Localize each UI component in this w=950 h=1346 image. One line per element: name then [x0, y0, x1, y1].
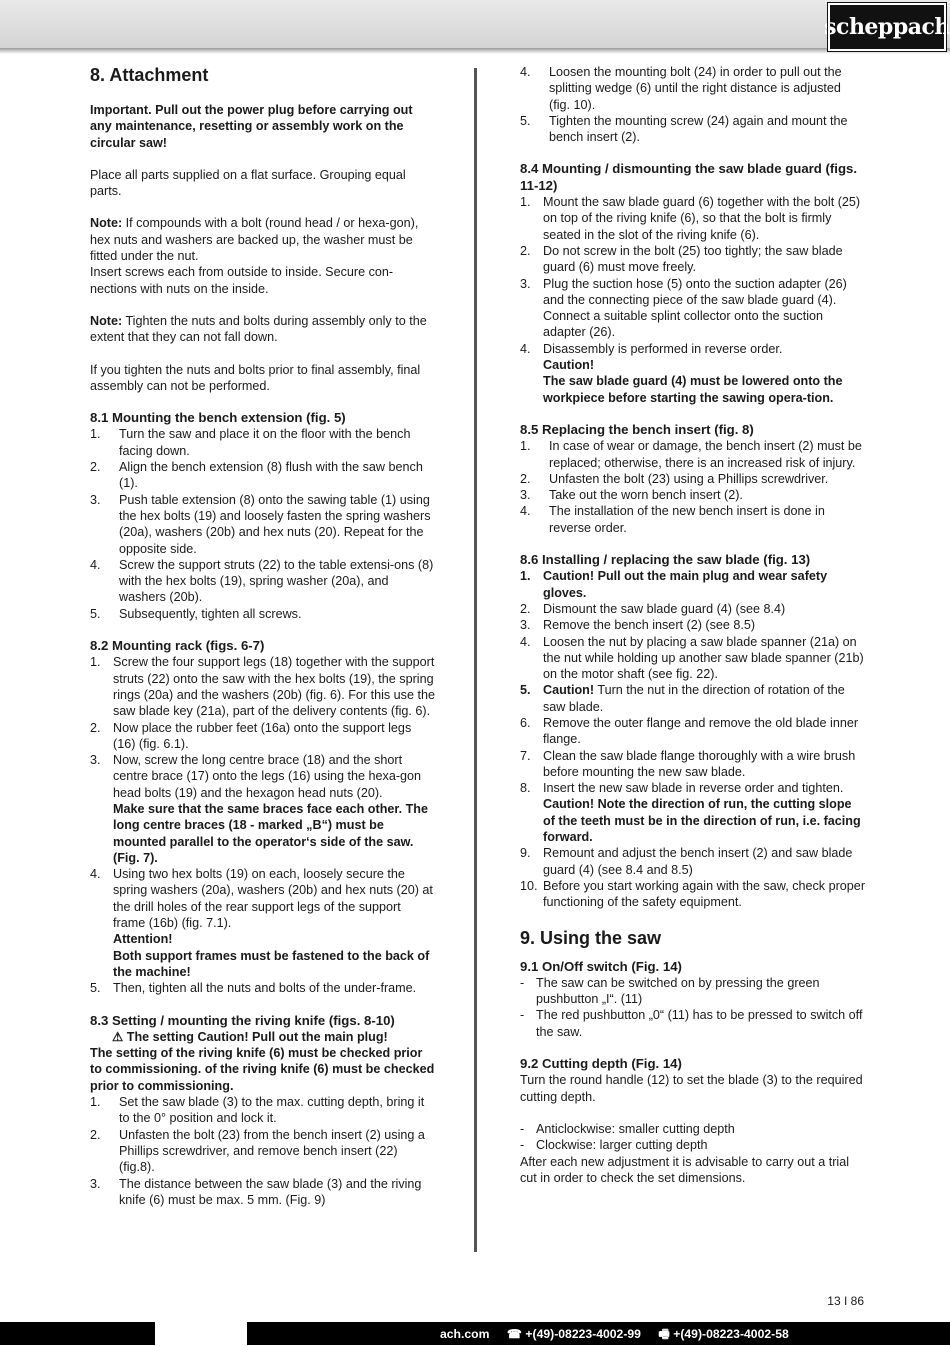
note-1-text-2: Insert screws each from outside to inside. Secure con-nections with nuts on the inside.: [90, 265, 394, 296]
steps-8-5: [520, 438, 865, 536]
steps-8-6: [520, 568, 865, 910]
paragraph-place: Place all parts supplied on a flat surface. Grouping equal parts.: [90, 167, 406, 199]
footer-fax: 🖷 +(49)-08223-4002-58: [658, 1327, 789, 1341]
steps-8-3: [90, 1094, 435, 1208]
footer-phone: ☎ +(49)-08223-4002-99: [506, 1327, 641, 1341]
list-item: 1. Caution! Pull out the main plug and wear safety gloves.: [520, 569, 828, 600]
section-title-8-2: 8.2 Mounting rack (figs. 6-7): [90, 638, 265, 654]
list-item: 2. Unfasten the bolt (23) from the bench insert (2) using a Phillips screwdriver, and remove bench insert (22) (fig.8).: [90, 1127, 425, 1175]
column-divider: [474, 68, 477, 1252]
list-item: 3. Now, screw the long centre brace (18) and the short centre brace (17) onto the legs (16) using the hexa-gon head bolts (19) and the hexagon head nuts (20). Make sure that the same braces face each other. The long centre braces (18 - marked „B“) must be mounted parallel to the operator‘s side of the saw. (Fig. 7).: [90, 753, 428, 865]
list-item: - Clockwise: larger cutting depth: [520, 1138, 708, 1153]
list-item: 4. Loosen the nut by placing a saw blade spanner (21a) on the nut while holding up another saw blade spanner (21b) on the motor shaft (see fig. 22).: [520, 634, 864, 682]
list-item: 2. Dismount the saw blade guard (4) (see 8.4): [520, 601, 786, 616]
note-1-text: If compounds with a bolt (round head / or hexa-gon), hex nuts and washers are backed up, the washer must be fitted under the nut.: [90, 216, 419, 264]
header-shadow: [0, 48, 950, 54]
section-title-8-4: 8.4 Mounting / dismounting the saw blade guard (figs. 11-12): [520, 161, 858, 193]
steps-8-3-continued: [520, 64, 865, 145]
list-item: 4. Loosen the mounting bolt (24) in order to pull out the splitting wedge (6) until the right distance is adjusted (fig. 10).: [520, 65, 842, 112]
list-item: 9. Remount and adjust the bench insert (2) and saw blade guard (4) (see 8.4 and 8.5): [520, 846, 853, 877]
list-item: 2. Unfasten the bolt (23) using a Phillips screwdriver.: [520, 471, 829, 486]
list-item: 3. Push table extension (8) onto the sawing table (1) using the hex bolts (19) and loosely fasten the spring washers (20a), washers (20b) and hex nuts (20). Repeat for the opposite side.: [90, 492, 431, 556]
footer-website: ach.com: [440, 1327, 490, 1341]
list-item: 1. Set the saw blade (3) to the max. cutting depth, bring it to the 0° position and lock it.: [90, 1095, 425, 1126]
list-item: 1. In case of wear or damage, the bench insert (2) must be replaced; otherwise, there is an increased risk of injury.: [520, 439, 862, 470]
list-item: 3. Plug the suction hose (5) onto the suction adapter (26) and the connecting piece of the saw blade guard (4). Connect a suitable splint collector onto the suction adapter (26).: [520, 276, 847, 340]
list-item: 3. Remove the bench insert (2) (see 8.5): [520, 618, 756, 633]
footer-contact: [440, 1325, 803, 1346]
section-title-8-5: 8.5 Replacing the bench insert (fig. 8): [520, 421, 754, 437]
important-notice: Important. Pull out the power plug before carrying out any maintenance, resetting or assembly work on the circular saw!: [90, 103, 413, 150]
steps-8-4: [520, 194, 865, 406]
section-title-8-3: 8.3 Setting / mounting the riving knife (figs. 8-10): [90, 1012, 395, 1028]
footer-gap: [155, 1322, 247, 1345]
list-item: 4. The installation of the new bench insert is done in reverse order.: [520, 504, 825, 535]
section-title-8-6: 8.6 Installing / replacing the saw blade (fig. 13): [520, 552, 811, 568]
warning-8-3: ⚠ The setting Caution! Pull out the main plug!: [112, 1029, 388, 1044]
list-item: 5. Then, tighten all the nuts and bolts of the under-frame.: [90, 981, 417, 996]
section-title-9-2: 9.2 Cutting depth (Fig. 14): [520, 1056, 682, 1072]
list-item: - The saw can be switched on by pressing the green pushbutton „I“. (11): [520, 975, 820, 1007]
section-title-9: 9. Using the saw: [520, 927, 662, 948]
list-item: 2. Do not screw in the bolt (25) too tightly; the saw blade guard (6) must move freely.: [520, 243, 843, 275]
list-item: 5. Caution! Turn the nut in the direction of rotation of the saw blade.: [520, 683, 845, 714]
left-column: [90, 64, 435, 1208]
list-item: 5. Subsequently, tighten all screws.: [90, 606, 302, 621]
steps-8-2: [90, 654, 435, 996]
list-item: 3. The distance between the saw blade (3) and the riving knife (6) must be max. 5 mm. (Fig. 9): [90, 1176, 422, 1207]
notice-8-3: The setting of the riving knife (6) must be checked prior to commissioning. of the riving knife (6) must be checked prior to commissioning.: [90, 1046, 435, 1093]
list-item: - Anticlockwise: smaller cutting depth: [520, 1121, 735, 1136]
section-title-9-1: 9.1 On/Off switch (Fig. 14): [520, 958, 682, 974]
list-item: 5. Tighten the mounting screw (24) again and mount the bench insert (2).: [520, 113, 848, 145]
paragraph-9-2-end: After each new adjustment it is advisable to carry out a trial cut in order to check the set dimensions.: [520, 1154, 849, 1185]
note-1-label: Note:: [90, 216, 123, 231]
section-title-8-1: 8.1 Mounting the bench extension (fig. 5): [90, 410, 346, 426]
list-item: 4. Disassembly is performed in reverse order. Caution! The saw blade guard (4) must be lowered onto the workpiece before starting the sawing opera-tion.: [520, 341, 843, 405]
brand-logo: scheppach: [828, 3, 946, 51]
list-item: 7. Clean the saw blade flange thoroughly with a wire brush before mounting the new saw blade.: [520, 748, 856, 779]
note-1: [90, 215, 435, 264]
list-item: - The red pushbutton „0“ (11) has to be pressed to switch off the saw.: [520, 1008, 863, 1039]
list-item: 6. Remove the outer flange and remove the old blade inner flange.: [520, 715, 859, 747]
note-2-label: Note:: [90, 313, 123, 328]
note-2-text: Tighten the nuts and bolts during assembly only to the extent that they can not fall down.: [90, 313, 427, 345]
note-2: [90, 313, 435, 346]
steps-8-1: [90, 426, 435, 622]
page-number: 13 I 86: [827, 1294, 864, 1308]
list-item: 8. Insert the new saw blade in reverse order and tighten. Caution! Note the direction of run, the cutting slope of the teeth must be in the direction of run, i.e. facing forward.: [520, 781, 861, 845]
header-bar: [0, 0, 950, 49]
right-column: [520, 64, 865, 1186]
list-item: 3. Take out the worn bench insert (2).: [520, 488, 743, 503]
list-item: 2. Align the bench extension (8) flush with the saw bench (1).: [90, 460, 423, 491]
list-item: 2. Now place the rubber feet (16a) onto the support legs (16) (fig. 6.1).: [90, 720, 412, 751]
list-item: 1. Turn the saw and place it on the floor with the bench facing down.: [90, 427, 411, 458]
paragraph-9-2: Turn the round handle (12) to set the blade (3) to the required cutting depth.: [520, 1073, 863, 1104]
section-title-8: 8. Attachment: [90, 65, 209, 85]
list-item: 4. Using two hex bolts (19) on each, loosely secure the spring washers (20a), washers (20b) and hex nuts (20) at the drill holes of the rear support legs of the support frame (16b) (fig. 7.1). Attention! Both support frames must be fastened to the back of the machine!: [90, 867, 433, 979]
list-item: 1. Screw the four support legs (18) together with the support struts (22) onto the saw with the hex bolts (19), the spring rings (20a) and the washers (20b) (fig. 6). For this use the saw blade key (21a), part of the delivery contents (fig. 6).: [90, 655, 435, 719]
list-item: 4. Screw the support struts (22) to the table extensi-ons (8) with the hex bolts (19), spring washer (20a), and washers (20b).: [90, 557, 434, 605]
paragraph-final: If you tighten the nuts and bolts prior to final assembly, final assembly can not be performed.: [90, 362, 421, 393]
list-item: 1. Mount the saw blade guard (6) together with the bolt (25) on top of the riving knife (6), so that the bolt is firmly seated in the slot of the riving knife (6).: [520, 195, 861, 242]
list-item: 10. Before you start working again with the saw, check proper functioning of the safety equipment.: [520, 878, 866, 910]
